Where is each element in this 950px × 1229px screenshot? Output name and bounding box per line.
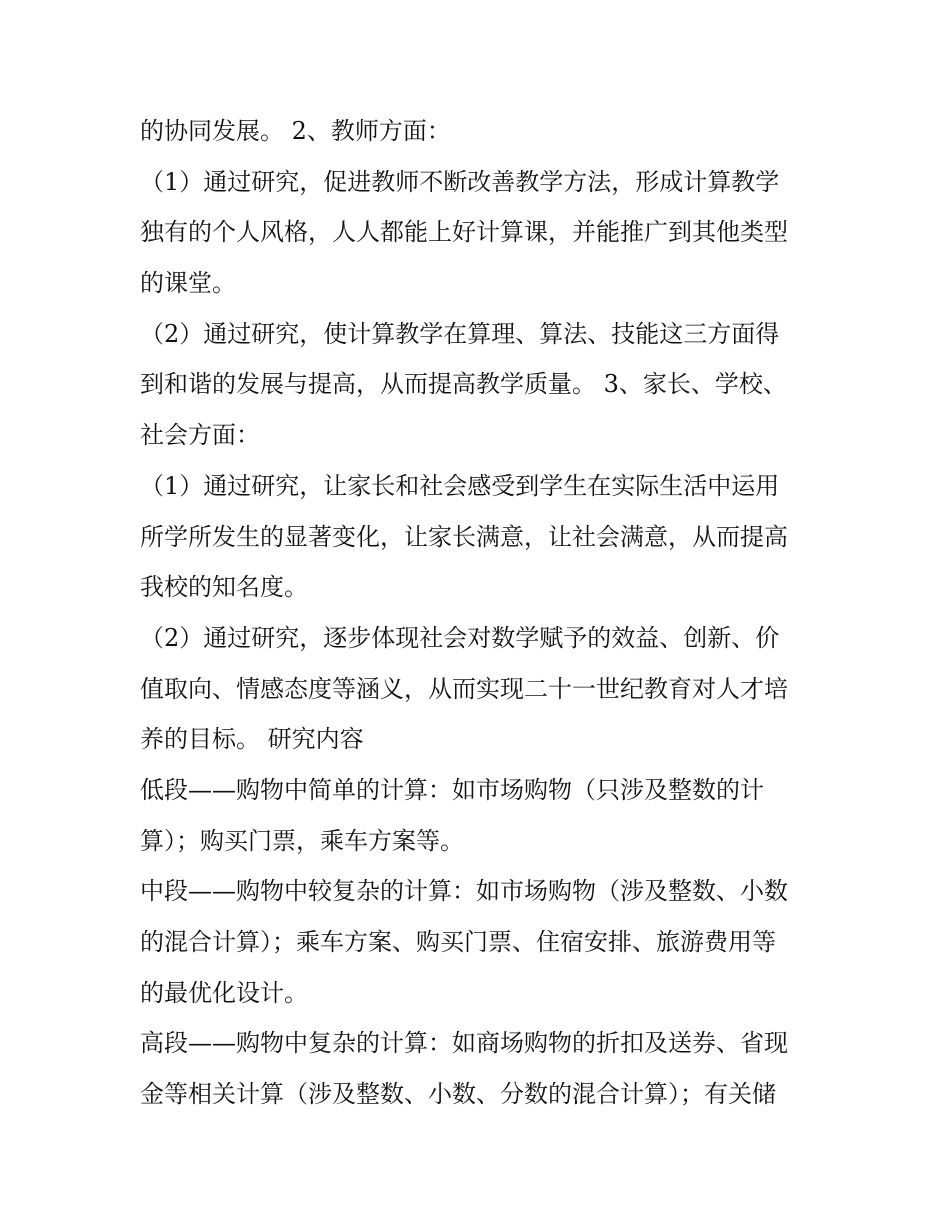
text-line: 算）；购买门票，乘车方案等。 <box>140 826 464 855</box>
text-line: （1）通过研究，促进教师不断改善教学方法，形成计算教学 <box>140 167 780 196</box>
text-line: 值取向、情感态度等涵义，从而实现二十一世纪教育对人才培 <box>140 674 788 703</box>
text-line: 的混合计算）；乘车方案、购买门票、住宿安排、旅游费用等 <box>140 928 776 956</box>
text-line: （2）通过研究，逐步体现社会对数学赋予的效益、创新、价 <box>140 623 780 652</box>
text-line: 独有的个人风格，人人都能上好计算课，并能推广到其他类型 <box>140 218 788 247</box>
text-line: （2）通过研究，使计算教学在算理、算法、技能这三方面得 <box>140 319 780 348</box>
document-body <box>140 106 788 1120</box>
text-line: 的课堂。 <box>140 269 236 298</box>
text-line: 金等相关计算（涉及整数、小数、分数的混合计算）；有关储 <box>140 1080 776 1109</box>
text-line: 的协同发展。 2、教师方面： <box>140 117 451 145</box>
text-line: 社会方面： <box>140 421 260 450</box>
text-line: （1）通过研究，让家长和社会感受到学生在实际生活中运用 <box>140 471 780 500</box>
text-line: 中段——购物中较复杂的计算：如市场购物（涉及整数、小数 <box>140 877 788 906</box>
text-line: 到和谐的发展与提高，从而提高教学质量。 3、家长、学校、 <box>140 370 787 399</box>
text-line: 的最优化设计。 <box>140 978 308 1007</box>
text-line: 所学所发生的显著变化，让家长满意，让社会满意，从而提高 <box>140 522 788 551</box>
text-line: 高段——购物中复杂的计算：如商场购物的折扣及送券、省现 <box>140 1029 788 1058</box>
text-line: 低段——购物中简单的计算：如市场购物（只涉及整数的计 <box>140 775 764 804</box>
text-line: 我校的知名度。 <box>140 573 308 602</box>
text-line: 养的目标。 研究内容 <box>140 725 364 754</box>
